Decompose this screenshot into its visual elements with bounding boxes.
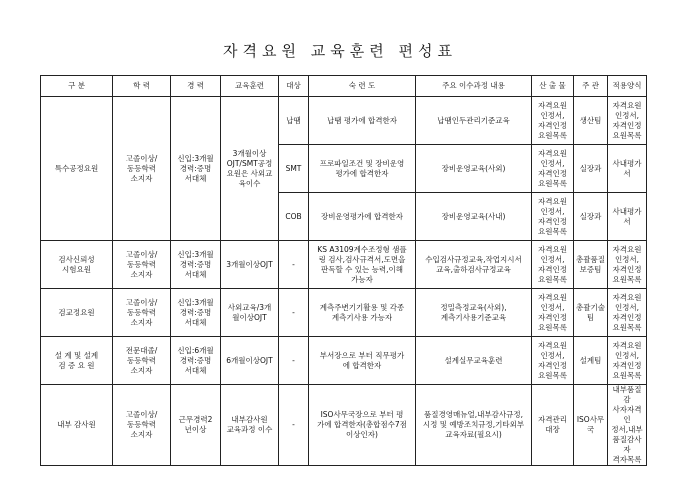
header-training: 교육훈련 bbox=[221, 76, 279, 97]
header-owner: 주 관 bbox=[574, 76, 608, 97]
header-output: 산 출 물 bbox=[532, 76, 574, 97]
header-form: 적용양식 bbox=[608, 76, 647, 97]
cell-target: - bbox=[279, 289, 309, 337]
cell-skill: 부서장으로 부터 직무평가 에 합격한자 bbox=[309, 337, 416, 385]
cell-category: 설 계 및 설계 검 증 요 원 bbox=[41, 337, 113, 385]
header-row bbox=[41, 76, 647, 97]
training-table bbox=[40, 75, 647, 466]
cell-target: SMT bbox=[279, 145, 309, 193]
cell-output: 자격요원 인정서, 자격인정 요원목록 bbox=[532, 145, 574, 193]
cell-course: 장비운영교육(사내) bbox=[416, 193, 532, 241]
header-career: 경 력 bbox=[171, 76, 221, 97]
cell-form: 자격요원 인정서, 자격인정 요원목록 bbox=[608, 97, 647, 145]
cell-career: 신입:3개월 경력:증명 서대체 bbox=[171, 241, 221, 289]
cell-career: 근무경력2 년이상 bbox=[171, 385, 221, 466]
cell-skill: 장비운영평가에 합격한자 bbox=[309, 193, 416, 241]
cell-form: 자격요원 인정서, 자격인정 요원목록 bbox=[608, 337, 647, 385]
cell-skill: 계측주변기기활용 및 각종 계측기사용 가능자 bbox=[309, 289, 416, 337]
cell-training: 내부감사원 교육과정 이수 bbox=[221, 385, 279, 466]
cell-skill: 프로파일조건 및 장비운영 평가에 합격한자 bbox=[309, 145, 416, 193]
cell-form: 내부품질감 사자자격인 정서,내부 품질감사자 격자목록 bbox=[608, 385, 647, 466]
cell-education: 전문대졸/ 동등학력 소지자 bbox=[113, 337, 171, 385]
cell-form: 자격요원 인정서, 자격인정 요원목록 bbox=[608, 289, 647, 337]
cell-output: 자격요원 인정서, 자격인정 요원목록 bbox=[532, 289, 574, 337]
table-row bbox=[41, 385, 647, 466]
cell-category: 검교정요원 bbox=[41, 289, 113, 337]
cell-education: 고졸이상/ 동등학력 소지자 bbox=[113, 289, 171, 337]
cell-training: 3개월이상OJT bbox=[221, 241, 279, 289]
table-row bbox=[41, 289, 647, 337]
cell-owner: 총괄기술팀 bbox=[574, 289, 608, 337]
cell-owner: 실장과 bbox=[574, 145, 608, 193]
table-row bbox=[41, 241, 647, 289]
cell-owner: ISO사무국 bbox=[574, 385, 608, 466]
cell-category: 검사신뢰성 시험요원 bbox=[41, 241, 113, 289]
page-title: 자격요원 교육훈련 편성표 bbox=[223, 42, 457, 60]
cell-course: 품질경영매뉴얼,내부감사규정, 시정 및 예방조치규정,기타외부 교육자료(필요시) bbox=[416, 385, 532, 466]
cell-course: 장비운영교육(사외) bbox=[416, 145, 532, 193]
cell-skill: 납땜 평가에 합격한자 bbox=[309, 97, 416, 145]
cell-training: 6개월이상OJT bbox=[221, 337, 279, 385]
cell-output: 자격요원 인정서, 자격인정 요원목록 bbox=[532, 337, 574, 385]
cell-course: 설계실무교육훈련 bbox=[416, 337, 532, 385]
cell-owner: 총괄품질 보증팀 bbox=[574, 241, 608, 289]
cell-category: 특수공정요원 bbox=[41, 97, 113, 241]
cell-skill: ISO사무국장으로 부터 평 가에 합격한자(총합점수7점 이상인자) bbox=[309, 385, 416, 466]
cell-course: 정밀측정교육(사외), 계측기사용기준교육 bbox=[416, 289, 532, 337]
header-education: 학 력 bbox=[113, 76, 171, 97]
cell-target: - bbox=[279, 337, 309, 385]
cell-training: 사외교육/3개 월이상OJT bbox=[221, 289, 279, 337]
cell-course: 납땜인두관리기준교육 bbox=[416, 97, 532, 145]
cell-owner: 생산팀 bbox=[574, 97, 608, 145]
cell-owner: 설계팀 bbox=[574, 337, 608, 385]
cell-education: 고졸이상/ 동등학력 소지자 bbox=[113, 241, 171, 289]
cell-career: 신입:6개월 경력:증명 서대체 bbox=[171, 337, 221, 385]
cell-target: 납땜 bbox=[279, 97, 309, 145]
cell-skill: KS A3109계수조정형 샘플 링 검사,검사규격서,도면을 판독할 수 있는 능력,이해 가능자 bbox=[309, 241, 416, 289]
cell-form: 사내평가서 bbox=[608, 193, 647, 241]
cell-form: 자격요원 인정서, 자격인정 요원목록 bbox=[608, 241, 647, 289]
cell-target: - bbox=[279, 241, 309, 289]
header-course: 주요 이수과정 내용 bbox=[416, 76, 532, 97]
cell-owner: 실장과 bbox=[574, 193, 608, 241]
cell-output: 자격요원 인정서, 자격인정 요원목록 bbox=[532, 241, 574, 289]
cell-career: 신입:3개월 경력:증명 서대체 bbox=[171, 97, 221, 241]
table-row bbox=[41, 97, 647, 145]
cell-target: COB bbox=[279, 193, 309, 241]
table-row bbox=[41, 337, 647, 385]
cell-education: 고졸이상/ 동등학력 소지자 bbox=[113, 97, 171, 241]
header-skill: 숙 련 도 bbox=[309, 76, 416, 97]
cell-target: - bbox=[279, 385, 309, 466]
header-category: 구 분 bbox=[41, 76, 113, 97]
cell-output: 자격요원 인정서, 자격인정 요원목록 bbox=[532, 193, 574, 241]
cell-course: 수입검사규정교육,작업지시서 교육,출하검사규정교육 bbox=[416, 241, 532, 289]
cell-output: 자격요원 인정서, 자격인정 요원목록 bbox=[532, 97, 574, 145]
cell-education: 고졸이상/ 동등학력 소지자 bbox=[113, 385, 171, 466]
cell-category: 내부 감사원 bbox=[41, 385, 113, 466]
cell-career: 신입:3개월 경력:증명 서대체 bbox=[171, 289, 221, 337]
header-target: 대상 bbox=[279, 76, 309, 97]
cell-output: 자격관리 대장 bbox=[532, 385, 574, 466]
cell-form: 사내평가서 bbox=[608, 145, 647, 193]
cell-training: 3개월이상 OJT/SMT공정 요원은 사외교 육이수 bbox=[221, 97, 279, 241]
